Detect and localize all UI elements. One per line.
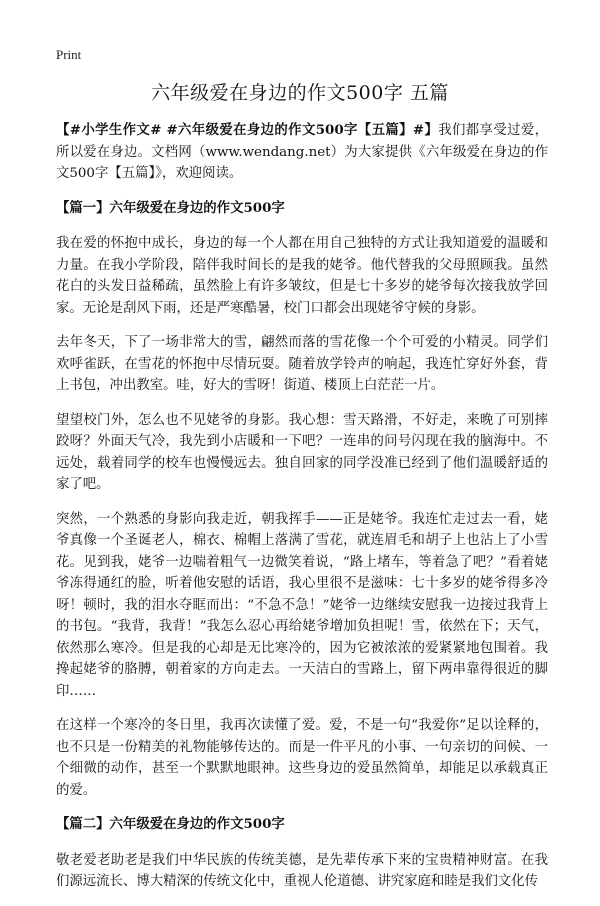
print-link[interactable]: Print: [56, 47, 82, 62]
paragraph: 在这样一个寒冷的冬日里，我再次读懂了爱。爱，不是一句“我爱你”足以诠释的，也不只是一份精美的礼物能够传达的。而是一件平凡的小事、一句亲切的问候、一个细微的动作，甚至一个默默地眼神。这些身边的爱虽然简单，却能足以承载真正的爱。: [56, 718, 548, 798]
paragraph: 我在爱的怀抱中成长，身边的每一个人都在用自己独特的方式让我知道爱的温暖和力量。在我小学阶段，陪伴我时间长的是我的姥爷。他代替我的父母照顾我。虽然花白的头发日益稀疏，虽然脸上有许多皱纹，但是七十多岁的姥爷每次接我放学回家。无论是刮风下雨，还是严寒酷暑，校门口都会出现姥爷守候的身影。: [56, 236, 548, 316]
intro-text: 我们都享受过爱，所以爱在身边。文档网（www.wendang.net）为大家提供《六年级爱在身边的作文500字【五篇】》，欢迎阅读。: [56, 123, 549, 181]
paragraph: 敬老爱老助老是我们中华民族的传统美德，是先辈传承下来的宝贵精神财富。在我们源远流长、博大精深的传统文化中，重视人伦道德、讲究家庭和睦是我们文化传: [56, 852, 548, 889]
section-heading: 【篇一】六年级爱在身边的作文500字: [56, 199, 285, 216]
paragraph: 去年冬天，下了一场非常大的雪，翩然而落的雪花像一个个可爱的小精灵。同学们欢呼雀跃，在雪花的怀抱中尽情玩耍。随着放学铃声的响起，我连忙穿好外套，背上书包，冲出教室。哇，好大的雪呀！街道、楼顶上白茫茫一片。: [56, 335, 548, 393]
intro-paragraph: [56, 120, 548, 185]
intro-tag: 【#小学生作文# #六年级爱在身边的作文500字【五篇】#】: [56, 122, 439, 138]
paragraph: 突然，一个熟悉的身影向我走近，朝我挥手——正是姥爷。我连忙走过去一看，姥爷真像一个圣诞老人，棉衣、棉帽上落满了雪花，就连眉毛和胡子上也沾上了小雪花。见到我，姥爷一边喘着粗气一边微笑着说，“路上堵车，等着急了吧？”看着姥爷冻得通红的脸，听着他安慰的话语，我心里很不是滋味：七十多岁的姥爷得多冷呀！顿时，我的泪水夺眶而出：“不急不急！”姥爷一边继续安慰我一边接过我背上的书包。“我背，我背！”我怎么忍心再给姥爷增加负担呢！雪，依然在下；天气，依然那么寒冷。但是我的心却是无比寒冷的，因为它被浓浓的爱紧紧地包围着。我搀起姥爷的胳膊，朝着家的方向走去。一天洁白的雪路上，留下两串靠得很近的脚印……: [56, 511, 548, 699]
page-title: 六年级爱在身边的作文500字 五篇: [151, 82, 449, 104]
section-heading: 【篇二】六年级爱在身边的作文500字: [56, 816, 285, 832]
article-body: [56, 120, 548, 906]
paragraph: 望望校门外，怎么也不见姥爷的身影。我心想：雪天路滑，不好走，来晚了可别摔跤呀？外面天气冷，我先到小店暖和一下吧？一连串的问号闪现在我的脑海中。不远处，载着同学的校车也慢慢远去。独自回家的同学没准已经到了他们温暖舒适的家了吧。: [56, 412, 548, 492]
